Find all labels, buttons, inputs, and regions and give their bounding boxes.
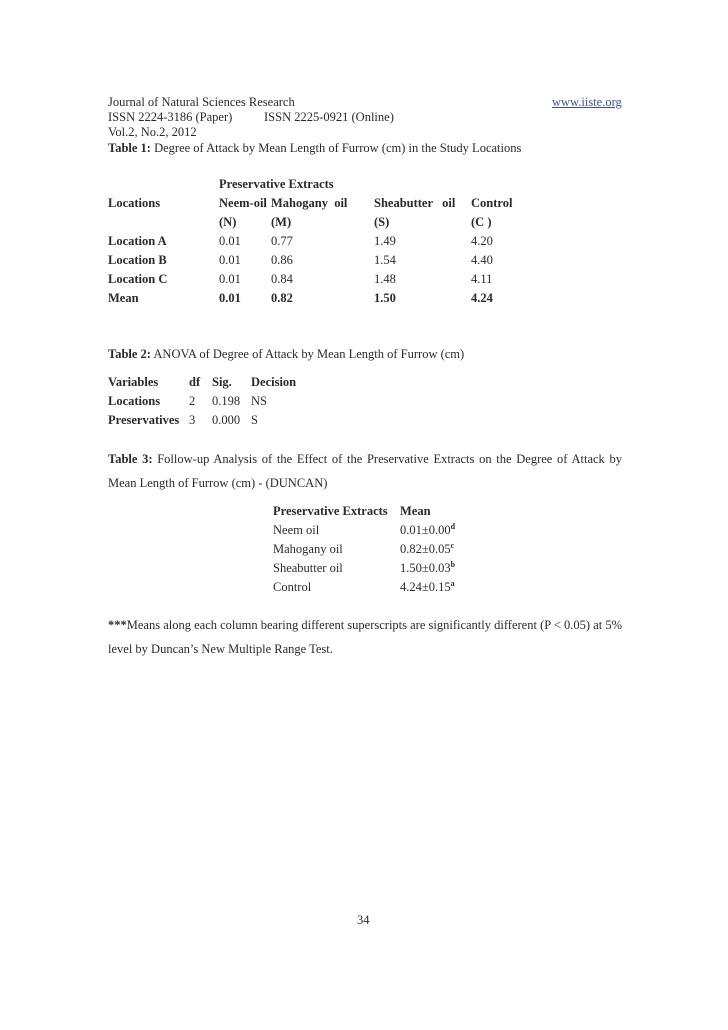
table-row xyxy=(273,542,480,561)
table-row xyxy=(108,394,311,413)
table3-mean-cell xyxy=(400,580,480,599)
table3-mean-cell xyxy=(400,523,480,542)
table1-cell: 0.77 xyxy=(271,234,293,248)
table3-extract: Neem oil xyxy=(273,523,320,537)
table1-cell: 4.20 xyxy=(471,234,493,248)
table2-cell: 2 xyxy=(189,394,196,408)
table1-abbr-mahogany: (M) xyxy=(271,215,292,229)
table1-header-row xyxy=(108,196,531,215)
table2-header-row xyxy=(108,375,311,394)
table1-caption xyxy=(108,141,521,156)
table3-col-mean: Mean xyxy=(400,504,431,518)
table3 xyxy=(273,504,480,599)
table2-caption-label: Table 2: xyxy=(108,347,151,361)
table1-col-neem: Neem-oil xyxy=(219,196,267,210)
table1-cell: 4.24 xyxy=(471,291,493,305)
footnote-marker: *** xyxy=(108,618,127,632)
table3-caption-label: Table 3: xyxy=(108,452,153,466)
table2-caption-text: ANOVA of Degree of Attack by Mean Length of Furrow (cm) xyxy=(150,347,465,361)
table3-mean-cell xyxy=(400,561,480,580)
table1-col-sheabutter: Sheabutter oil xyxy=(374,196,456,210)
issn-paper: ISSN 2224-3186 (Paper) xyxy=(108,110,233,124)
table1-col-mahogany: Mahogany oil xyxy=(271,196,348,210)
table2-col-sig: Sig. xyxy=(212,375,232,389)
table1-cell: 4.11 xyxy=(471,272,493,286)
table3-superscript: c xyxy=(450,540,455,550)
table1-cell: 0.01 xyxy=(219,272,241,286)
table-row xyxy=(273,523,480,542)
table3-superscript: d xyxy=(450,521,456,531)
table3-extract: Sheabutter oil xyxy=(273,561,343,575)
table1-cell: 1.54 xyxy=(374,253,396,267)
table3-mean: 0.82±0.05 xyxy=(400,542,451,556)
table1-cell: 0.01 xyxy=(219,234,241,248)
footnote xyxy=(108,613,622,661)
table3-mean: 4.24±0.15 xyxy=(400,580,451,594)
table3-caption xyxy=(108,447,622,495)
table3-header-row xyxy=(273,504,480,523)
journal-website-link[interactable]: www.iiste.org xyxy=(552,95,622,109)
table1-abbr-control: (C ) xyxy=(471,215,492,229)
table3-extract: Mahogany oil xyxy=(273,542,343,556)
table1-location: Location B xyxy=(108,253,167,267)
table1-cell: 0.84 xyxy=(271,272,293,286)
table1-col-locations: Locations xyxy=(108,196,161,210)
table1-group-header: Preservative Extracts xyxy=(219,177,334,191)
table-row xyxy=(108,413,311,432)
table1-location: Location C xyxy=(108,272,168,286)
table2-col-df: df xyxy=(189,375,201,389)
table1-abbr-row xyxy=(108,215,531,234)
table1-cell: 0.01 xyxy=(219,253,241,267)
page-number: 34 xyxy=(357,913,370,927)
table-row xyxy=(108,272,531,291)
table1-col-control: Control xyxy=(471,196,513,210)
table1-cell: 0.01 xyxy=(219,291,241,305)
table3-superscript: a xyxy=(450,578,455,588)
journal-title: Journal of Natural Sciences Research xyxy=(108,95,295,109)
table2-caption xyxy=(108,347,464,362)
table2-variable: Preservatives xyxy=(108,413,180,427)
table2-cell: 3 xyxy=(189,413,196,427)
table1-location: Location A xyxy=(108,234,167,248)
table-row xyxy=(108,253,531,272)
table1-cell: 0.86 xyxy=(271,253,293,267)
table2 xyxy=(108,375,311,432)
table1-caption-label: Table 1: xyxy=(108,141,151,155)
table2-cell: S xyxy=(251,413,258,427)
table2-cell: NS xyxy=(251,394,267,408)
table3-caption-text: Follow-up Analysis of the Effect of the Preservative Extracts on the Degree of Attack by Mean Length of Furrow (cm) - (DUNCAN) xyxy=(108,452,622,490)
volume-info: Vol.2, No.2, 2012 xyxy=(108,125,197,139)
table1-cell: 0.82 xyxy=(271,291,293,305)
table1-caption-text: Degree of Attack by Mean Length of Furrow (cm) in the Study Locations xyxy=(150,141,522,155)
table3-mean-cell xyxy=(400,542,480,561)
issn-online: ISSN 2225-0921 (Online) xyxy=(264,110,394,124)
table3-extract: Control xyxy=(273,580,312,594)
table3-col-extract: Preservative Extracts xyxy=(273,504,388,518)
table1-mean-row xyxy=(108,291,531,310)
table2-col-decision: Decision xyxy=(251,375,297,389)
table2-cell: 0.000 xyxy=(212,413,241,427)
table3-superscript: b xyxy=(450,559,456,569)
table1-abbr-sheabutter: (S) xyxy=(374,215,390,229)
footnote-text: Means along each column bearing different superscripts are significantly different (P < 0.05) at 5% level by Duncan’s New Multiple Range Test. xyxy=(108,618,622,656)
table1-abbr-neem: (N) xyxy=(219,215,237,229)
table1-location: Mean xyxy=(108,291,139,305)
table-row xyxy=(273,561,480,580)
table1-cell: 1.49 xyxy=(374,234,396,248)
table1 xyxy=(108,177,531,310)
table2-col-variables: Variables xyxy=(108,375,159,389)
table2-cell: 0.198 xyxy=(212,394,241,408)
table1-cell: 1.50 xyxy=(374,291,396,305)
table3-mean: 1.50±0.03 xyxy=(400,561,451,575)
table3-mean: 0.01±0.00 xyxy=(400,523,451,537)
table-row xyxy=(108,234,531,253)
table-row xyxy=(273,580,480,599)
table1-cell: 1.48 xyxy=(374,272,396,286)
table2-variable: Locations xyxy=(108,394,161,408)
table1-group-header-row xyxy=(108,177,531,196)
table1-cell: 4.40 xyxy=(471,253,493,267)
